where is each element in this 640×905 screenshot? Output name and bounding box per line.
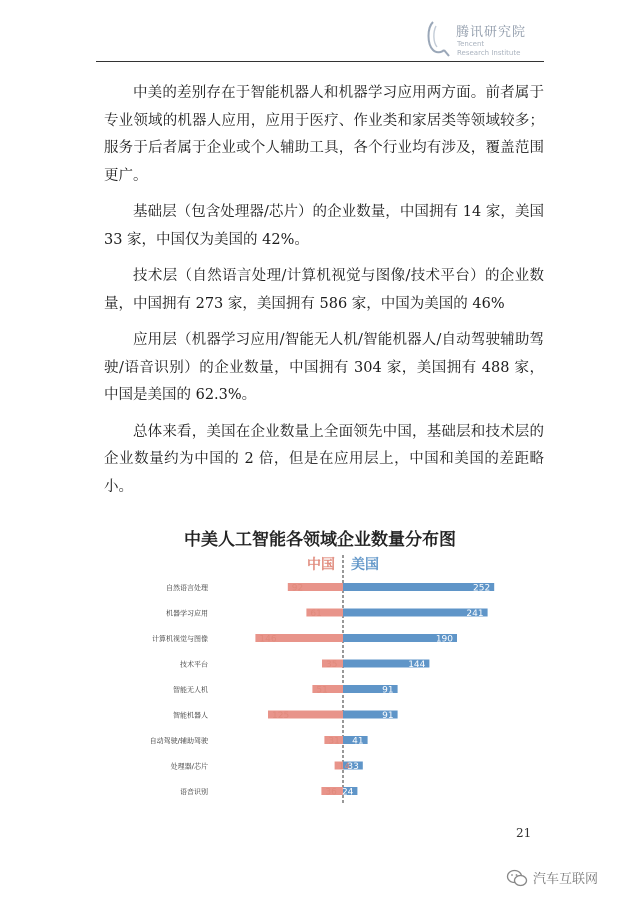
page-header — [96, 14, 544, 62]
category-label: 智能无人机 — [173, 686, 208, 694]
data-label-china: 35 — [326, 660, 338, 670]
bar-usa — [343, 583, 494, 591]
data-label-china: 36 — [325, 787, 337, 798]
header-rule — [96, 61, 544, 62]
data-label-usa: 252 — [473, 583, 491, 594]
org-name-en — [457, 40, 520, 58]
chart-title: 中美人工智能各领域企业数量分布图 — [184, 530, 456, 550]
data-label-china: 51 — [316, 685, 328, 696]
data-label-usa: 91 — [382, 685, 394, 696]
chart — [150, 553, 530, 808]
watermark-text: 汽车互联网 — [533, 872, 599, 887]
category-label: 计算机视觉与图像 — [152, 635, 208, 643]
data-label-china: 14 — [338, 762, 351, 772]
data-label-usa: 33 — [347, 762, 359, 772]
category-label: 语音识别 — [180, 788, 208, 796]
org-name: 腾讯研究院 — [456, 25, 527, 40]
data-label-china: 31 — [328, 736, 340, 747]
data-label-usa: 24 — [341, 787, 354, 798]
watermark — [506, 868, 598, 887]
data-label-usa: 41 — [352, 736, 364, 747]
data-label-usa: 91 — [382, 711, 394, 721]
chart-svg — [150, 553, 530, 808]
category-label: 智能机器人 — [173, 711, 208, 720]
legend-usa: 美国 — [351, 557, 379, 573]
legend-china: 中国 — [307, 557, 335, 573]
paragraph: 总体来看，美国在企业数量上全面领先中国，基础层和技术层的企业数量约为中国的 2 倍，但是在应用层上，中国和美国的差距略小。 — [104, 423, 544, 495]
paragraph: 基础层（包含处理器/芯片）的企业数量，中国拥有 14 家，美国 33 家，中国仅为美国的 42%。 — [104, 204, 544, 248]
page-number: 21 — [516, 826, 532, 840]
data-label-china: 61 — [310, 609, 322, 619]
org-name-en-line1: Tencent — [457, 40, 485, 48]
data-label-usa: 144 — [408, 660, 426, 670]
category-label: 技术平台 — [180, 660, 208, 669]
paragraph: 应用层（机器学习应用/智能无人机/智能机器人/自动驾驶辅助驾驶/语音识别）的企业数量，中国拥有 304 家，美国拥有 488 家，中国是美国的 62.3%。 — [104, 332, 544, 403]
data-label-china: 125 — [272, 711, 290, 721]
category-label: 机器学习应用 — [166, 609, 208, 618]
data-label-usa: 190 — [435, 634, 453, 645]
data-label-china: 146 — [259, 634, 277, 645]
data-label-china: 92 — [291, 583, 304, 594]
body-text — [104, 80, 544, 510]
paragraph: 中美的差别存在于智能机器人和机器学习应用两方面。前者属于专业领域的机器人应用，应用于医疗、作业类和家居类等领域较多；服务于后者属于企业或个人辅助工具，各个行业均有涉及，覆盖范围更广。 — [104, 85, 544, 184]
tencent-research-logo-icon — [424, 18, 452, 58]
wechat-icon — [506, 869, 528, 887]
category-label: 自然语言处理 — [166, 584, 208, 592]
category-label: 自动驾驶/辅助驾驶 — [149, 737, 208, 745]
org-name-en-line2: Research Institute — [457, 49, 521, 57]
data-label-usa: 241 — [466, 609, 484, 619]
paragraph: 技术层（自然语言处理/计算机视觉与图像/技术平台）的企业数量，中国拥有 273 家，美国拥有 586 家，中国为美国的 46% — [104, 268, 544, 312]
category-label: 处理器/芯片 — [170, 762, 208, 771]
